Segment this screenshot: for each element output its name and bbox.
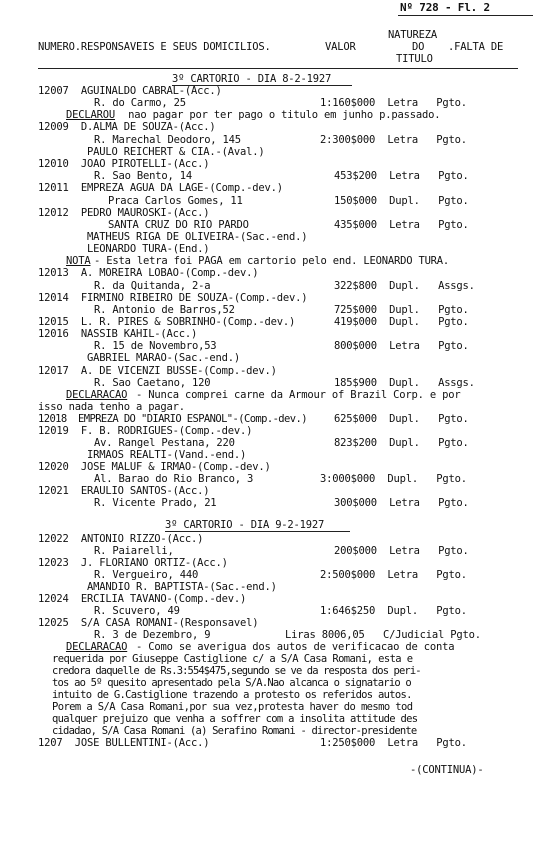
column-header-responsaveis: NUMERO.RESPONSAVEIS E SEUS DOMICILIOS. — [38, 41, 271, 53]
entry-line: R. da Quitanda, 2-a — [94, 280, 211, 292]
entry-line: 300$000 Letra Pgto. — [334, 497, 469, 509]
entry-line: 12014 FIRMINO RIBEIRO DE SOUZA-(Comp.-dev.) — [38, 292, 308, 304]
nota-label: NOTA — [66, 255, 91, 267]
entry-line: R. Marechal Deodoro, 145 — [94, 134, 241, 146]
entry-line: Av. Rangel Pestana, 220 — [94, 437, 235, 449]
entry-line: 12019 F. B. RODRIGUES-(Comp.-dev.) — [38, 425, 253, 437]
page-number-underline — [398, 15, 533, 16]
entry-line: Liras 8006,05 C/Judicial Pgto. — [285, 629, 481, 641]
entry-line: R. Scuvero, 49 — [94, 605, 180, 617]
entry-line: - Esta letra foi PAGA em cartorio pelo end. LEONARDO TURA. — [94, 255, 450, 267]
entry-line: 2:500$000 Letra Pgto. — [320, 569, 467, 581]
entry-line: 823$200 Dupl. Pgto. — [334, 437, 469, 449]
entry-line: 453$200 Letra Pgto. — [334, 170, 469, 182]
entry-line: R. Paiarelli, — [94, 545, 174, 557]
entry-line: R. do Carmo, 25 — [94, 97, 186, 109]
declaration-text: credora daquelle de Rs.3:554$475,segundo se ve da resposta dos peri- — [52, 665, 421, 677]
section-heading-underline — [165, 531, 350, 532]
entry-line: 12025 S/A CASA ROMANI-(Responsavel) — [38, 617, 259, 629]
column-header-natureza-2: DO — [412, 41, 425, 53]
entry-line: 1207 JOSE BULLENTINI-(Acc.) — [38, 737, 210, 749]
entry-line: IRMAOS REALTI-(Vand.-end.) — [87, 449, 247, 461]
declaration-text: tos ao 5º quesito apresentado pela S/A.Nao alcanca o signatario o — [52, 677, 411, 689]
entry-line: 12023 J. FLORIANO ORTIZ-(Acc.) — [38, 557, 228, 569]
column-header-valor: VALOR — [325, 41, 356, 53]
entry-line: 12011 EMPREZA AGUA DA LAGE-(Comp.-dev.) — [38, 182, 283, 194]
entry-line: 800$000 Letra Pgto. — [334, 340, 469, 352]
entry-line: 12018 EMPREZA DO "DIARIO ESPANOL"-(Comp.-dev.) — [38, 413, 307, 425]
column-header-falta: .FALTA DE — [448, 41, 504, 53]
entry-line: nao pagar por ter pago o titulo em junho p.passado. — [122, 109, 441, 121]
entry-line: 12010 JOAO PIROTELLI-(Acc.) — [38, 158, 210, 170]
continua-footer: -(CONTINUA)- — [410, 764, 484, 776]
section-heading-day-8: 3º CARTORIO - DIA 8-2-1927 — [172, 73, 332, 85]
entry-line: 435$000 Letra Pgto. — [334, 219, 469, 231]
entry-line: 12020 JOSE MALUF & IRMAO-(Comp.-dev.) — [38, 461, 271, 473]
declaration-text: qualquer prejuizo que venha a soffrer com a insolita attitude des — [52, 713, 418, 725]
entry-line: 419$000 Dupl. Pgto. — [334, 316, 469, 328]
declaracao-label: DECLARACAO — [66, 389, 128, 401]
section-heading-day-9: 3º CARTORIO - DIA 9-2-1927 — [165, 519, 325, 531]
entry-line: PAULO REICHERT & CIA.-(Aval.) — [87, 146, 265, 158]
entry-line: 200$000 Letra Pgto. — [334, 545, 469, 557]
page-number: Nº 728 - Fl. 2 — [400, 1, 490, 14]
entry-line: R. Vergueiro, 440 — [94, 569, 199, 581]
entry-line: 1:250$000 Letra Pgto. — [320, 737, 467, 749]
entry-line: - Nunca comprei carne da Armour of Brazil Corp. e por — [136, 389, 461, 401]
declaration-text: requerida por Giuseppe Castiglione c/ a S/A Casa Romani, esta e — [52, 653, 413, 665]
entry-line: 150$000 Dupl. Pgto. — [334, 195, 469, 207]
entry-line: AMANDIO R. BAPTISTA-(Sac.-end.) — [87, 581, 277, 593]
entry-line: 2:300$000 Letra Pgto. — [320, 134, 467, 146]
entry-line: R. 15 de Novembro,53 — [94, 340, 217, 352]
declarou-label: DECLAROU — [66, 109, 115, 121]
entry-line: 1:646$250 Dupl. Pgto. — [320, 605, 467, 617]
column-header-natureza-3: TITULO — [396, 53, 433, 65]
declaration-text: intuito de G.Castiglione trazendo a protesto os referidos autos. — [52, 689, 412, 701]
entry-line: 12022 ANTONIO RIZZO-(Acc.) — [38, 533, 204, 545]
entry-line: MATHEUS RIGA DE OLIVEIRA-(Sac.-end.) — [87, 231, 308, 243]
entry-line: 3:000$000 Dupl. Pgto. — [320, 473, 467, 485]
entry-line: Praca Carlos Gomes, 11 — [108, 195, 243, 207]
entry-line: Al. Barao do Rio Branco, 3 — [94, 473, 254, 485]
entry-line: R. 3 de Dezembro, 9 — [94, 629, 211, 641]
entry-line: 12017 A. DE VICENZI BUSSE-(Comp.-dev.) — [38, 365, 277, 377]
column-header-natureza-1: NATUREZA — [388, 29, 437, 41]
header-rule — [38, 68, 518, 69]
entry-line: 12009 D.ALMA DE SOUZA-(Acc.) — [38, 121, 216, 133]
entry-line: R. Sao Bento, 14 — [94, 170, 192, 182]
declaracao-label: DECLARACAO — [66, 641, 128, 653]
entry-line: 322$800 Dupl. Assgs. — [334, 280, 475, 292]
declaration-text: Porem a S/A Casa Romani,por sua vez,protesta haver do mesmo tod — [52, 701, 413, 713]
entry-line: 12013 A. MOREIRA LOBAO-(Comp.-dev.) — [38, 267, 259, 279]
entry-line: 12024 ERCILIA TAVANO-(Comp.-dev.) — [38, 593, 247, 605]
entry-line: isso nada tenho a pagar. — [38, 401, 185, 413]
entry-line: 1:160$000 Letra Pgto. — [320, 97, 467, 109]
entry-line: R. Vicente Prado, 21 — [94, 497, 217, 509]
declaration-text: cidadao, S/A Casa Romani (a) Serafino Romani - director-presidente — [52, 725, 417, 737]
entry-line: GABRIEL MARAO-(Sac.-end.) — [87, 352, 241, 364]
entry-line: 12012 PEDRO MAUROSKI-(Acc.) — [38, 207, 210, 219]
entry-line: 185$900 Dupl. Assgs. — [334, 377, 475, 389]
entry-line: R. Sao Caetano, 120 — [94, 377, 211, 389]
entry-line: - Como se averigua dos autos de verificacao de conta — [136, 641, 455, 653]
entry-line: 12021 ERAULIO SANTOS-(Acc.) — [38, 485, 210, 497]
entry-line: 12007 AGUINALDO CABRAL-(Acc.) — [38, 85, 222, 97]
entry-line: 625$000 Dupl. Pgto. — [334, 413, 469, 425]
entry-line: SANTA CRUZ DO RIO PARDO — [108, 219, 249, 231]
entry-line: 12016 NASSIB KAHIL-(Acc.) — [38, 328, 198, 340]
entry-line: 12015 L. R. PIRES & SOBRINHO-(Comp.-dev.) — [38, 316, 296, 328]
entry-line: 725$000 Dupl. Pgto. — [334, 304, 469, 316]
entry-line: R. Antonio de Barros,52 — [94, 304, 235, 316]
entry-line: LEONARDO TURA-(End.) — [87, 243, 210, 255]
